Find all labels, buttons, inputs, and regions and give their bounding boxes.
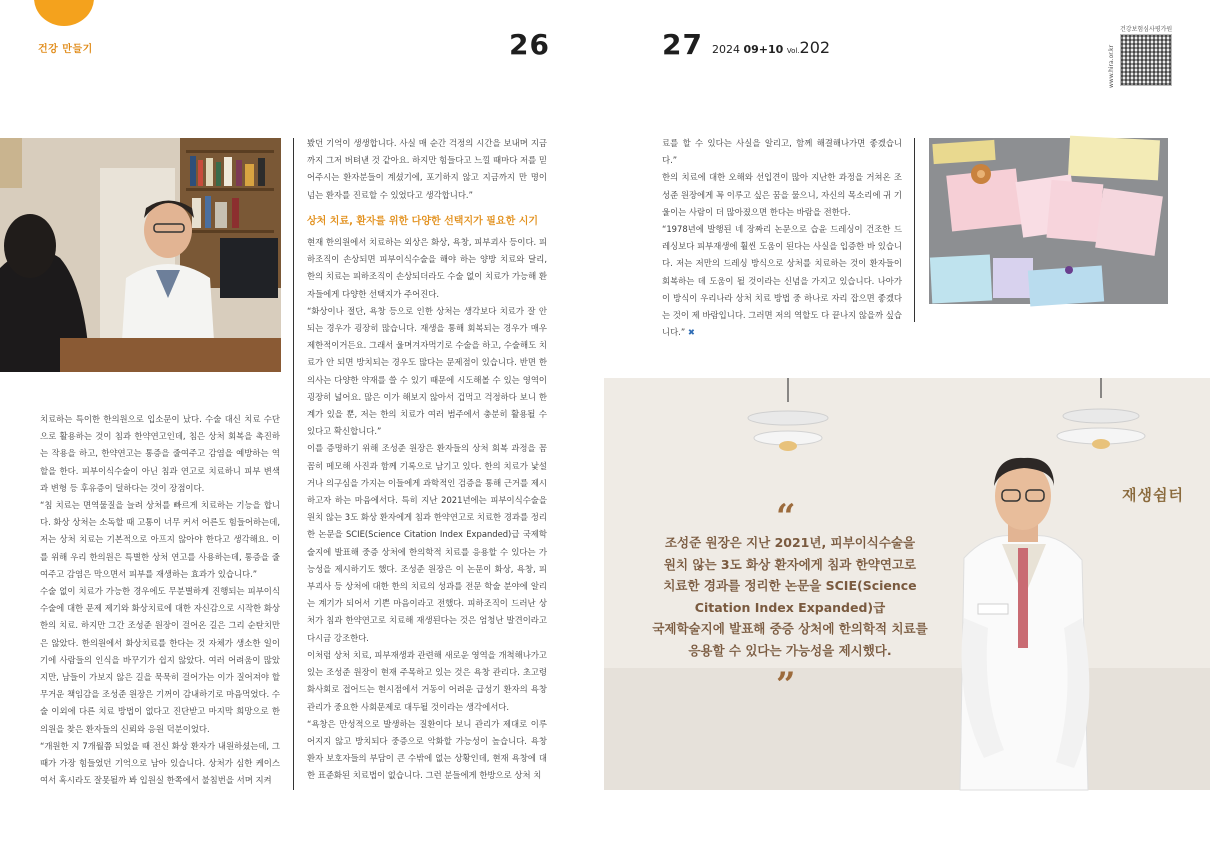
pull-quote-line: 치료한 경과를 정리한 논문을 SCIE(Science: [663, 578, 917, 593]
paragraph: 료를 할 수 있다는 사실을 알리고, 함께 해결해나가면 좋겠습니다.”: [662, 138, 902, 166]
pull-quote-line: 국제학술지에 발표해 중증 상처에 한의학적 치료를: [652, 621, 928, 636]
paragraph: 현재 한의원에서 치료하는 외상은 화상, 욕창, 피부괴사 등이다. 피하조직이 손상되면 피부이식수술을 해야 하는 양방 치료와 달리, 한의 치료는 피하조직이 손상되더라도 수술 없이 치료가 가능해 환자들에게 다양한 선택지가 주어진다.: [307, 237, 547, 299]
paragraph: 봤던 기억이 생생합니다. 사실 매 순간 걱정의 시간을 보내며 지금까지 그저 버텨낸 것 같아요. 하지만 힘들다고 느낄 때마다 저를 믿어주시는 환자분들이 계셨기에, 포기하지 않고 지금까지 만 명이 넘는 환자를 진료할 수 있었다고 생각합니다.”: [307, 138, 547, 200]
paragraph: [662, 221, 902, 341]
quote-open-icon: “: [776, 497, 796, 537]
paragraph-text: “1978년에 발행된 네 장짜리 논문으로 습윤 드레싱이 건조한 드레싱보다 피부재생에 훨씬 도움이 된다는 사실을 입증한 바 있습니다. 저는 저만의 드레싱 방식으로 상처를 치료하는 것이 환자들이 회복하는 데 도움이 될 것이라는 신념을 가지고 있습니다. 나아가 이 방식이 우리나라 상처 치료 방법 중 하나로 자리 잡으면 좋겠다는 것이 제 바람입니다. 그러면 저의 역할도 다 끝나지 않을까 싶습니다.”: [662, 224, 902, 338]
paragraph: 이를 증명하기 위해 조성준 원장은 환자들의 상처 회복 과정을 꼼꼼히 메모해 사진과 함께 기록으로 남기고 있다. 한의 치료가 낯설거나 의구심을 가지는 이들에게 과학적인 검증을 통해 근거를 제시하고자 하는 마음에서다. 특히 지난 2021년에는 피부이식수술을 원치 않는 3도 화상 환자에게 침과 한약연고로 치료한 경과를 정리한 논문을 SCIE(Science Citation Index Expanded)급 국제학술지에 발표해 중증 상처에 한의학적 치료를 응용할 수 있다는 가능성을 제시하기도 했다. 조성준 원장은 이 논문이 화상, 욕창, 피부괴사 등 상처에 대한 한의 치료의 성과를 전문 학술 분야에 알리는 계기가 되어서 기쁜 마음이라고 전했다. 피하조직이 드러난 상처가 침과 한약연고로 치료해 재생된다는 것은 엄청난 발견이라고 다시금 강조한다.: [307, 443, 547, 643]
paragraph: 이처럼 상처 치료, 피부재생과 관련해 새로운 영역을 개척해나가고 있는 조성준 원장이 현재 주목하고 있는 것은 욕창 관리다. 초고령화사회로 접어드는 현시점에서 거동이 어려운 급성기 환자의 욕창 관리가 중요한 사회문제로 대두될 것이라는 생각에서다.: [307, 649, 547, 712]
section-marker-dot: [34, 0, 94, 26]
section-heading: 상처 치료, 환자를 위한 다양한 선택지가 필요한 시기: [307, 215, 539, 227]
paragraph: “화상이나 절단, 욕창 등으로 인한 상처는 생각보다 치료가 잘 안 되는 경우가 굉장히 많습니다. 재생을 통해 회복되는 경우가 매우 제한적이거든요. 그래서 울며겨자먹기로 수술을 하고, 수술해도 치료가 안 되면 방치되는 경우도 많다는 문제점이 있습니다. 반면 한의사는 다양한 약재를 쓸 수 있기 때문에 시도해볼 수 있는 영역이 굉장히 넓어요. 많은 이가 해보지 않아서 겁먹고 걱정하다 보니 한계가 있을 뿐, 저는 한의 치료가 여러 범주에서 충분히 활용될 수 있다고 확신합니다.”: [307, 305, 547, 437]
quote-close-icon: ”: [776, 665, 796, 705]
issue-info: [712, 38, 830, 57]
issue-vol-label: Vol.: [786, 47, 800, 55]
end-mark-icon: ✖: [687, 327, 695, 338]
column-divider: [914, 138, 915, 322]
qr-code-block[interactable]: [1108, 24, 1173, 90]
pull-quote-line: 원치 않는 3도 화상 환자에게 침과 한약연고로: [663, 556, 917, 572]
pull-quote-line: 응용할 수 있다는 가능성을 제시했다.: [688, 642, 892, 658]
paragraph: “침 치료는 면역물질을 늘려 상처를 빠르게 치료하는 기능을 합니다. 화상 상처는 소독할 때 고통이 너무 커서 어른도 힘들어하는데, 저는 상처 치료는 기본적으로 아프지 않아야 한다고 생각해요. 이를 위해 우리 한의원은 특별한 상처 연고를 사용하는데, 통증을 줄여주고 감염은 막으면서 피부를 재생하는 효과가 있습니다.”: [40, 500, 280, 579]
issue-year: 2024: [712, 43, 740, 56]
paragraph: “욕창은 만성적으로 발생하는 질환이다 보니 관리가 제대로 이루어지지 않고 방치되다 중증으로 악화할 가능성이 높습니다. 욕창 환자 보호자들의 부담이 큰 수밖에 없는 상황인데, 현재 욕창에 대한 표준화된 치료법이 없습니다. 그런 분들에게 한방으로 상처 치: [307, 718, 547, 781]
issue-number: 202: [799, 38, 831, 57]
sticky-notes-photo: [929, 138, 1168, 304]
pull-quote: [640, 532, 940, 661]
paragraph: 한의 치료에 대한 오해와 선입견이 많아 지난한 과정을 거쳐온 조성준 원장에게 꼭 이루고 싶은 꿈을 물으니, 자신의 목소리에 귀 기울이는 사람이 더 많아졌으면 한다는 바람을 전한다.: [662, 172, 902, 217]
qr-code-icon: [1120, 34, 1172, 86]
paragraph: 수술 없이 치료가 가능한 경우에도 무분별하게 진행되는 피부이식수술에 대한 문제 제기와 화상치료에 대한 자신감으로 시작한 화상 한의 치료. 하지만 그간 조성준 원장이 걸어온 길은 그리 순탄치만은 않았다. 한의원에서 화상치료를 한다는 것 자체가 생소한 일이기에 사람들의 인식을 바꾸기가 쉽지 않았다. 여러 어려움이 많았지만, 남들이 가보지 않은 길을 묵묵히 걸어가는 이가 질어져야 할 무거운 책임감을 조성준 원장은 기꺼이 감내하기로 마음먹었다. 수술 이외에 다른 치료 방법이 없다고 진단받고 마지막 희망으로 한의원을 찾은 환자들의 신뢰와 응원 덕분이었다.: [40, 586, 280, 734]
interview-photo: [0, 138, 281, 372]
qr-label: 건강보험심사평가원: [1120, 26, 1173, 33]
paragraph: “개원한 지 7개월쯤 되었을 때 전신 화상 환자가 내원하셨는데, 그때가 가장 힘들었던 기억으로 남아 있습니다. 상처가 심한 케이스여서 혹시라도 잘못될까 봐 입원실 한쪽에서 불침번을 서며 지켜: [40, 740, 280, 786]
wall-sign-text: 재생쉼터: [1122, 486, 1184, 504]
article-column-3: [662, 135, 902, 338]
section-label: 건강 만들기: [38, 44, 93, 55]
qr-url: www.hira.or.kr: [1108, 44, 1115, 88]
article-column-2: [307, 135, 547, 795]
page-number-left: 26: [509, 28, 550, 61]
pull-quote-line: 조성준 원장은 지난 2021년, 피부이식수술을: [664, 535, 916, 550]
paragraph: 치료하는 특이한 한의원으로 입소문이 났다. 수술 대신 치료 수단으로 활용하는 것이 침과 한약연고인데, 침은 상처 회복을 촉진하는 작용을 하고, 한약연고는 통증을 줄여주고 감염을 예방하는 역할을 한다. 피부이식수술이 아닌 침과 연고로 치료하니 피부 변색과 변형 등 후유증이 덜하다는 것이 장점이다.: [40, 414, 280, 493]
page-number-right: 27: [662, 28, 703, 61]
column-divider: [293, 138, 294, 790]
pull-quote-line: Citation Index Expanded)급: [694, 599, 886, 615]
issue-months: 09+10: [743, 43, 784, 56]
article-column-1: [40, 411, 280, 791]
